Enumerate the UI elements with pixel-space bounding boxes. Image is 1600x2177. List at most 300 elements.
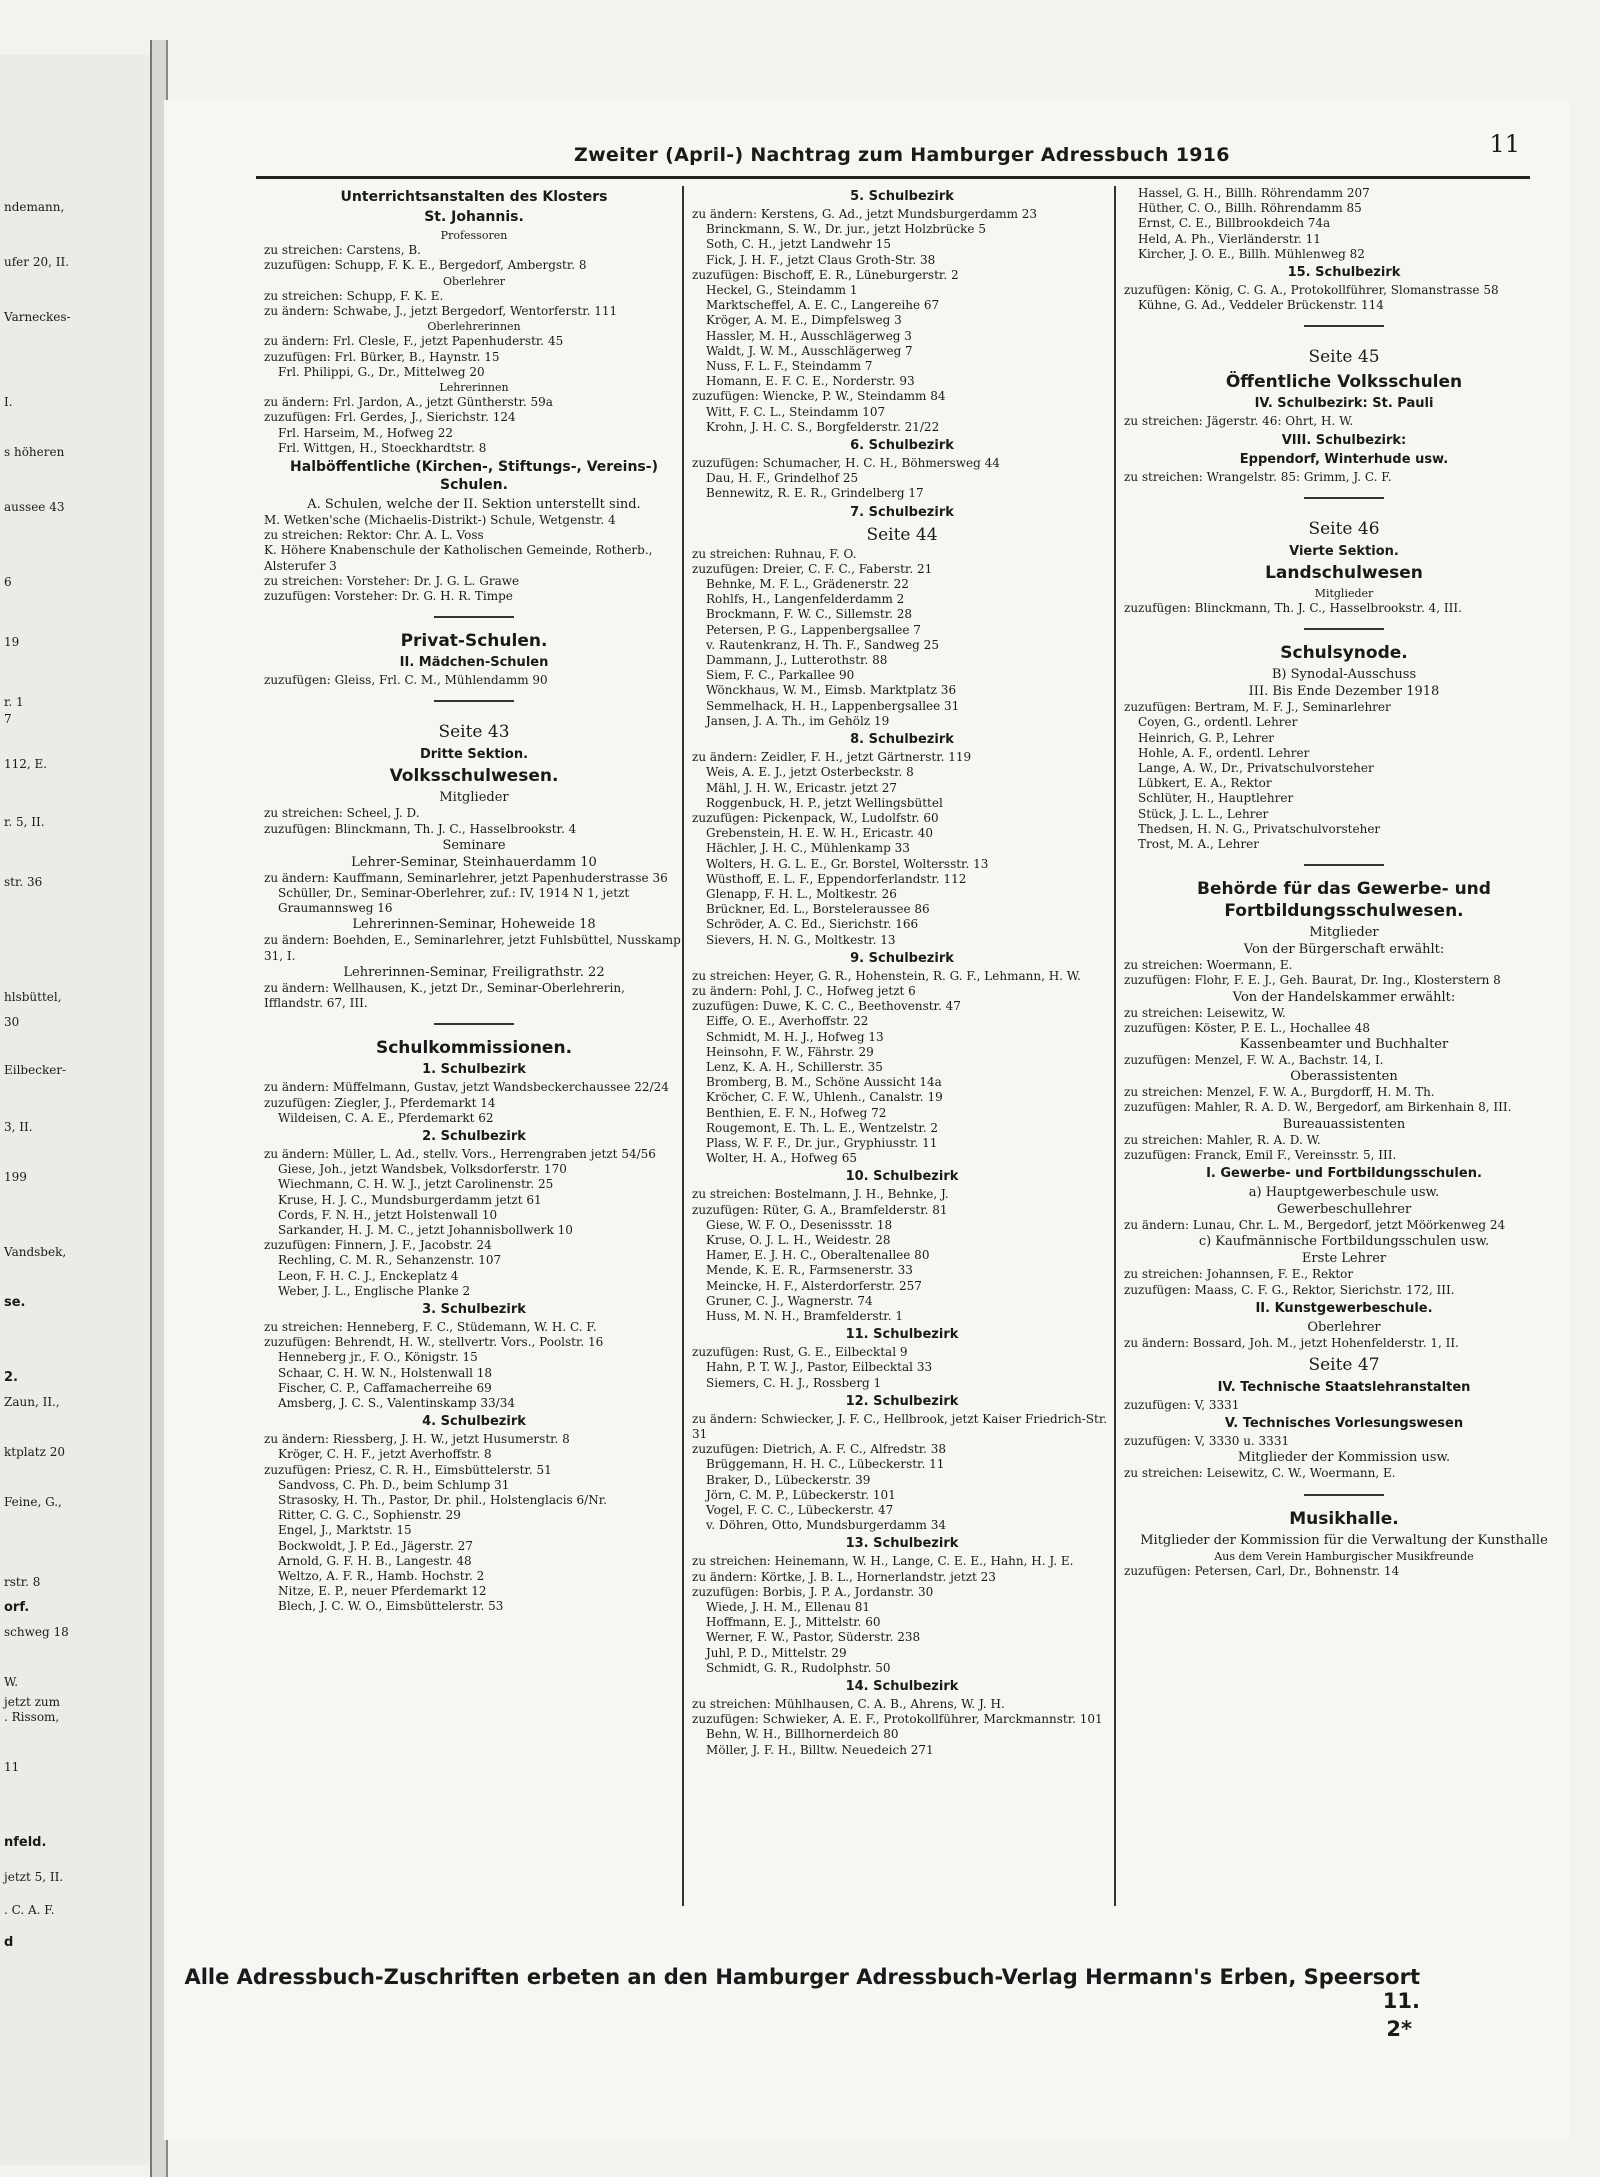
directory-entry: zuzufügen: Ziegler, J., Pferdemarkt 14 [264, 1095, 496, 1110]
left-page-fragment: 6 [4, 575, 12, 589]
directory-entry: Glenapp, F. H. L., Moltkestr. 26 [706, 886, 897, 901]
directory-entry: Kühne, G. Ad., Veddeler Brückenstr. 114 [1138, 298, 1384, 313]
directory-entry: zu ändern: Lunau, Chr. L. M., Bergedorf, jetzt Möörkenweg 24 [1124, 1218, 1506, 1233]
section-separator [434, 1023, 514, 1025]
directory-entry: zuzufügen: Köster, P. E. L., Hochallee 48 [1124, 1020, 1370, 1035]
directory-entry: Grebenstein, H. E. W. H., Ericastr. 40 [706, 826, 933, 841]
directory-entry: Siemers, C. H. J., Rossberg 1 [706, 1375, 882, 1390]
section-separator [1304, 497, 1384, 499]
directory-entry: Mähl, J. H. W., Ericastr. jetzt 27 [706, 780, 898, 795]
directory-entry: Henneberg jr., F. O., Königstr. 15 [278, 1350, 478, 1365]
left-page-fragment: aussee 43 [4, 500, 65, 514]
directory-entry: zuzufügen: Dreier, C. F. C., Faberstr. 21 [692, 561, 933, 576]
directory-entry: Marktscheffel, A. E. C., Langereihe 67 [706, 298, 940, 313]
directory-entry: zu ändern: Frl. Jardon, A., jetzt Güntherstr. 59a [264, 395, 553, 410]
directory-entry: Fick, J. H. F., jetzt Claus Groth-Str. 38 [706, 252, 936, 267]
section-heading: Musikhalle. [1289, 1508, 1399, 1529]
directory-entry: Kruse, O. J. L. H., Weidestr. 28 [706, 1232, 891, 1247]
left-page-fragment: 30 [4, 1015, 20, 1029]
subheading: Erste Lehrer [1301, 1251, 1387, 1267]
subheading: Oberlehrer [1307, 1319, 1381, 1335]
category-label: Lehrerinnen [439, 381, 509, 395]
subheading: a) Hauptgewerbeschule usw. [1248, 1185, 1440, 1201]
directory-entry: Arnold, G. F. H. B., Langestr. 48 [278, 1553, 472, 1568]
publisher-footer [150, 1965, 1420, 2041]
directory-entry: Roggenbuck, H. P., jetzt Wellingsbüttel [706, 795, 943, 810]
section-heading: 13. Schulbezirk [845, 1536, 959, 1552]
directory-entry: Wiechmann, C. H. W. J., jetzt Carolinenstr. 25 [278, 1177, 554, 1192]
directory-entry: zu streichen: Leisewitz, W. [1124, 1005, 1286, 1020]
left-page-fragment: Zaun, II., [4, 1395, 60, 1409]
directory-entry: Blech, J. C. W. O., Eimsbüttelerstr. 53 [278, 1599, 504, 1614]
directory-entry: zuzufügen: Frl. Bürker, B., Haynstr. 15 [264, 349, 500, 364]
section-heading: II. Kunstgewerbeschule. [1255, 1300, 1433, 1316]
section-separator [434, 700, 514, 702]
directory-entry: zuzufügen: V, 3330 u. 3331 [1124, 1434, 1290, 1449]
directory-entry: zuzufügen: Franck, Emil F., Vereinsstr. 5, III. [1124, 1147, 1397, 1162]
left-page-fragment: d [4, 1935, 14, 1950]
subheading: Lehrer-Seminar, Steinhauerdamm 10 [351, 854, 597, 870]
directory-entry: v. Döhren, Otto, Mundsburgerdamm 34 [706, 1518, 947, 1533]
directory-entry: Lübkert, E. A., Rektor [1138, 776, 1272, 791]
subheading: Gewerbeschullehrer [1276, 1202, 1412, 1218]
subheading: Mitglieder der Kommission für die Verwaltung der Kunsthalle [1140, 1532, 1548, 1548]
directory-entry: zu ändern: Schwabe, J., jetzt Bergedorf, Wentorferstr. 111 [264, 304, 618, 319]
directory-entry: Sandvoss, C. Ph. D., beim Schlump 31 [278, 1477, 510, 1492]
section-heading: 5. Schulbezirk [850, 189, 954, 204]
page-reference: Seite 45 [1308, 347, 1380, 368]
category-label: Professoren [440, 229, 508, 242]
directory-entry: Hassler, M. H., Ausschlägerweg 3 [706, 328, 912, 343]
section-separator [1304, 864, 1384, 866]
directory-entry: Nuss, F. L. F., Steindamm 7 [706, 359, 873, 374]
directory-entry: Hassel, G. H., Billh. Röhrendamm 207 [1138, 186, 1370, 200]
left-page-strip [0, 55, 153, 2165]
directory-entry: zuzufügen: Wiencke, P. W., Steindamm 84 [692, 389, 946, 404]
subheading: III. Bis Ende Dezember 1918 [1248, 684, 1440, 700]
section-heading: 7. Schulbezirk [850, 504, 954, 520]
directory-entry: Rohlfs, H., Langenfelderdamm 2 [706, 592, 905, 607]
directory-entry: Strasosky, H. Th., Pastor, Dr. phil., Holstenglacis 6/Nr. [278, 1492, 607, 1507]
directory-entry: Kircher, J. O. E., Billh. Mühlenweg 82 [1138, 246, 1365, 261]
section-heading: 11. Schulbezirk [845, 1327, 959, 1343]
directory-entry: Meincke, H. F., Alsterdorferstr. 257 [706, 1278, 922, 1293]
section-heading: Schulkommissionen. [375, 1038, 573, 1059]
directory-entry: Giese, Joh., jetzt Wandsbek, Volksdorferstr. 170 [278, 1162, 567, 1177]
directory-entry: Dau, H. F., Grindelhof 25 [706, 471, 859, 486]
directory-entry: zu streichen: Mahler, R. A. D. W. [1124, 1132, 1321, 1147]
directory-entry: Schmidt, G. R., Rudolphstr. 50 [706, 1660, 891, 1675]
directory-entry: zuzufügen: Rüter, G. A., Bramfelderstr. 81 [692, 1202, 948, 1217]
directory-entry: Frl. Wittgen, H., Stoeckhardtstr. 8 [278, 440, 487, 455]
directory-entry: zuzufügen: Maass, C. F. G., Rektor, Sierichstr. 172, III. [1124, 1282, 1455, 1297]
directory-entry: Krohn, J. H. C. S., Borgfelderstr. 21/22 [706, 419, 940, 434]
subheading: Mitglieder [1309, 925, 1379, 941]
directory-entry: zu streichen: Johannsen, F. E., Rektor [1124, 1267, 1354, 1282]
directory-entry: zu streichen: Woermann, E. [1124, 958, 1293, 973]
section-heading: Privat-Schulen. [400, 631, 548, 652]
directory-entry: Schmidt, M. H. J., Hofweg 13 [706, 1029, 884, 1044]
directory-entry: zu streichen: Schupp, F. K. E. [264, 288, 444, 303]
column-2 [682, 186, 1112, 1906]
directory-entry: zu streichen: Ruhnau, F. O. [692, 546, 857, 561]
directory-entry: Wildeisen, C. A. E., Pferdemarkt 62 [278, 1110, 494, 1125]
directory-entry: zuzufügen: V, 3331 [1124, 1397, 1240, 1412]
directory-entry: Kröger, A. M. E., Dimpfelsweg 3 [706, 313, 902, 328]
directory-entry: Brockmann, F. W. C., Sillemstr. 28 [706, 607, 913, 622]
directory-entry: zu streichen: Jägerstr. 46: Ohrt, H. W. [1124, 414, 1354, 429]
left-page-fragment: 19 [4, 635, 20, 649]
directory-entry: Amsberg, J. C. S., Valentinskamp 33/34 [278, 1395, 515, 1410]
directory-entry: zuzufügen: Duwe, K. C. C., Beethovenstr. 47 [692, 999, 961, 1014]
directory-entry: Braker, D., Lübeckerstr. 39 [706, 1472, 871, 1487]
directory-entry: zuzufügen: Behrendt, H. W., stellvertr. Vors., Poolstr. 16 [264, 1335, 604, 1350]
subheading: Von der Bürgerschaft erwählt: [1243, 942, 1445, 958]
section-heading: I. Gewerbe- und Fortbildungsschulen. [1206, 1166, 1482, 1182]
section-heading: 12. Schulbezirk [845, 1393, 959, 1409]
directory-entry: Weber, J. L., Englische Planke 2 [278, 1283, 471, 1298]
directory-entry: Hächler, J. H. C., Mühlenkamp 33 [706, 841, 910, 856]
directory-entry: zu streichen: Leisewitz, C. W., Woermann, E. [1124, 1466, 1396, 1481]
directory-entry: Juhl, P. D., Mittelstr. 29 [706, 1645, 847, 1660]
directory-entry: zu streichen: Carstens, B. [264, 243, 421, 258]
directory-entry: zu ändern: Frl. Clesle, F., jetzt Papenhuderstr. 45 [264, 334, 564, 349]
page-reference: Seite 43 [438, 722, 510, 743]
directory-entry: Cords, F. N. H., jetzt Holstenwall 10 [278, 1207, 498, 1222]
directory-entry: Kröger, C. H. F., jetzt Averhoffstr. 8 [278, 1447, 492, 1462]
directory-entry: Brückner, Ed. L., Borsteleraussee 86 [706, 902, 930, 917]
directory-entry: Hahn, P. T. W. J., Pastor, Eilbecktal 33 [706, 1360, 933, 1375]
directory-entry: Soth, C. H., jetzt Landwehr 15 [706, 237, 891, 252]
directory-entry: zuzufügen: Flohr, F. E. J., Geh. Baurat, Dr. Ing., Klosterstern 8 [1124, 973, 1501, 988]
category-label: Aus dem Verein Hamburgischer Musikfreunde [1214, 1549, 1474, 1563]
section-heading: VIII. Schulbezirk: [1281, 432, 1407, 448]
directory-entry: Schaar, C. H. W. N., Holstenwall 18 [278, 1365, 493, 1380]
directory-entry: Coyen, G., ordentl. Lehrer [1138, 715, 1298, 730]
directory-entry: Lenz, K. A. H., Schillerstr. 35 [706, 1059, 883, 1074]
directory-entry: Werner, F. W., Pastor, Süderstr. 238 [706, 1630, 921, 1645]
left-page-fragment: ufer 20, II. [4, 255, 70, 269]
left-page-fragment: ktplatz 20 [4, 1445, 65, 1459]
section-heading: 1. Schulbezirk [422, 1062, 526, 1078]
directory-entry: zuzufügen: Bischoff, E. R., Lüneburgerstr. 2 [692, 267, 959, 282]
subheading: Seminare [442, 837, 506, 853]
section-heading: 8. Schulbezirk [850, 732, 954, 748]
directory-entry: Engel, J., Marktstr. 15 [278, 1523, 412, 1538]
directory-entry: zuzufügen: Priesz, C. R. H., Eimsbüttelerstr. 51 [264, 1462, 552, 1477]
directory-entry: Hoffmann, E. J., Mittelstr. 60 [706, 1615, 881, 1630]
directory-entry: Vogel, F. C. C., Lübeckerstr. 47 [706, 1503, 894, 1518]
directory-entry: zuzufügen: Petersen, Carl, Dr., Bohnenstr. 14 [1124, 1563, 1400, 1578]
directory-entry: zu streichen: Heinemann, W. H., Lange, C. E. E., Hahn, H. J. E. [692, 1554, 1074, 1569]
section-heading: 14. Schulbezirk [845, 1679, 959, 1695]
section-separator [1304, 628, 1384, 630]
directory-entry: Wönckhaus, W. M., Eimsb. Marktplatz 36 [706, 683, 957, 698]
section-heading: Landschulwesen [1265, 562, 1423, 583]
subheading: Lehrerinnen-Seminar, Hoheweide 18 [352, 917, 596, 933]
left-page-fragment: 3, II. [4, 1120, 33, 1134]
section-heading: IV. Schulbezirk: St. Pauli [1254, 396, 1434, 412]
section-heading: 15. Schulbezirk [1287, 265, 1401, 281]
directory-entry: Siem, F. C., Parkallee 90 [706, 668, 855, 683]
directory-entry: zu ändern: Boehden, E., Seminarlehrer, jetzt Fuhlsbüttel, Nusskamp 31, I. [264, 933, 681, 963]
directory-entry: Brüggemann, H. H. C., Lübeckerstr. 11 [706, 1457, 945, 1472]
directory-entry: Schüller, Dr., Seminar-Oberlehrer, zuf.: IV, 1914 N 1, jetzt Graumannsweg 16 [278, 886, 630, 916]
column-1 [264, 186, 684, 1615]
directory-entry: Mende, K. E. R., Farmsenerstr. 33 [706, 1263, 913, 1278]
directory-entry: zu ändern: Riessberg, J. H. W., jetzt Husumerstr. 8 [264, 1432, 570, 1447]
directory-entry: zuzufügen: Dietrich, A. F. C., Alfredstr. 38 [692, 1442, 947, 1457]
directory-entry: Semmelhack, H. H., Lappenbergsallee 31 [706, 698, 960, 713]
footer-text: Alle Adressbuch-Zuschriften erbeten an den Hamburger Adressbuch-Verlag Hermann's Erben, Speersort 11. [184, 1965, 1420, 2013]
left-page-fragment: Vandsbek, [4, 1245, 67, 1259]
section-heading: Volksschulwesen. [389, 766, 559, 787]
directory-entry: zuzufügen: Blinckmann, Th. J. C., Hasselbrookstr. 4, III. [1124, 601, 1462, 616]
left-page-fragment: 199 [4, 1170, 27, 1184]
directory-entry: zu streichen: Menzel, F. W. A., Burgdorff, H. M. Th. [1124, 1085, 1435, 1100]
directory-entry: zu ändern: Kauffmann, Seminarlehrer, jetzt Papenhuderstrasse 36 [264, 870, 668, 885]
directory-entry: zu ändern: Bossard, Joh. M., jetzt Hohenfelderstr. 1, II. [1124, 1335, 1459, 1350]
directory-entry: Frl. Harseim, M., Hofweg 22 [278, 425, 453, 440]
directory-entry: Sievers, H. N. G., Moltkestr. 13 [706, 932, 896, 947]
left-page-fragment: Eilbecker- [4, 1063, 67, 1077]
directory-entry: Ritter, C. G. C., Sophienstr. 29 [278, 1508, 461, 1523]
directory-entry: Hüther, C. O., Billh. Röhrendamm 85 [1138, 201, 1362, 216]
section-separator [1304, 325, 1384, 327]
page-reference: Seite 44 [866, 524, 938, 545]
directory-entry: Heckel, G., Steindamm 1 [706, 283, 858, 298]
directory-entry: zu streichen: Vorsteher: Dr. J. G. L. Grawe [264, 573, 520, 588]
left-page-fragment: r. 5, II. [4, 815, 45, 829]
directory-entry: Trost, M. A., Lehrer [1138, 837, 1259, 852]
left-page-fragment: se. [4, 1295, 26, 1310]
directory-entry: Waldt, J. W. M., Ausschlägerweg 7 [706, 343, 913, 358]
directory-entry: zuzufügen: König, C. G. A., Protokollführer, Slomanstrasse 58 [1124, 283, 1499, 298]
directory-entry: zuzufügen: Blinckmann, Th. J. C., Hasselbrookstr. 4 [264, 821, 577, 836]
directory-entry: Behn, W. H., Billhornerdeich 80 [706, 1727, 899, 1742]
left-page-fragment: . C. A. F. [4, 1903, 55, 1917]
column-3 [1114, 186, 1564, 1906]
directory-entry: zuzufügen: Frl. Gerdes, J., Sierichstr. 124 [264, 410, 516, 425]
section-heading: Vierte Sektion. [1289, 543, 1399, 559]
left-page-fragment: 2. [4, 1370, 18, 1385]
category-label: Oberlehrer [443, 274, 505, 288]
directory-entry: zu streichen: Scheel, J. D. [264, 806, 420, 821]
section-heading: IV. Technische Staatslehranstalten [1217, 1379, 1471, 1395]
subheading: Bureauassistenten [1282, 1116, 1406, 1132]
directory-entry: Gruner, C. J., Wagnerstr. 74 [706, 1293, 873, 1308]
directory-entry: Nitze, E. P., neuer Pferdemarkt 12 [278, 1584, 487, 1599]
directory-entry: zu streichen: Bostelmann, J. H., Behnke, J. [692, 1187, 949, 1202]
directory-entry: Huss, M. N. H., Bramfelderstr. 1 [706, 1309, 903, 1323]
section-heading: 10. Schulbezirk [845, 1169, 959, 1185]
section-heading: Eppendorf, Winterhude usw. [1239, 451, 1449, 467]
directory-entry: Bromberg, B. M., Schöne Aussicht 14a [706, 1075, 942, 1090]
directory-entry: Sarkander, H. J. M. C., jetzt Johannisbollwerk 10 [278, 1222, 573, 1237]
directory-entry: Rougemont, E. Th. L. E., Wentzelstr. 2 [706, 1120, 939, 1135]
subheading: c) Kaufmännische Fortbildungsschulen usw. [1198, 1234, 1490, 1250]
directory-entry: Held, A. Ph., Vierländerstr. 11 [1138, 231, 1321, 246]
directory-entry: zu streichen: Rektor: Chr. A. L. Voss [264, 528, 484, 543]
directory-entry: zuzufügen: Bertram, M. F. J., Seminarlehrer [1124, 700, 1391, 715]
directory-entry: zu ändern: Müffelmann, Gustav, jetzt Wandsbeckerchaussee 22/24 [264, 1080, 669, 1095]
directory-entry: zuzufügen: Pickenpack, W., Ludolfstr. 60 [692, 810, 939, 825]
subheading: Kassenbeamter und Buchhalter [1239, 1037, 1449, 1053]
subheading: B) Synodal-Ausschuss [1271, 667, 1417, 683]
directory-entry: zu streichen: Henneberg, F. C., Stüdemann, W. H. C. F. [264, 1319, 597, 1334]
directory-page [164, 100, 1570, 2140]
directory-entry: Weltzo, A. F. R., Hamb. Hochstr. 2 [278, 1568, 485, 1583]
left-page-fragment: I. [4, 395, 13, 409]
directory-entry: Homann, E. F. C. E., Norderstr. 93 [706, 374, 915, 389]
directory-entry: Frl. Philippi, G., Dr., Mittelweg 20 [278, 364, 485, 379]
directory-entry: Giese, W. F. O., Desenissstr. 18 [706, 1217, 893, 1232]
left-page-fragment: jetzt 5, II. [4, 1870, 64, 1884]
directory-entry: zu ändern: Wellhausen, K., jetzt Dr., Seminar-Oberlehrerin, Ifflandstr. 67, III. [264, 980, 625, 1011]
left-page-fragment: nfeld. [4, 1835, 47, 1850]
directory-entry: Plass, W. F. F., Dr. jur., Gryphiusstr. 11 [706, 1135, 938, 1150]
subheading: Mitglieder [439, 790, 509, 806]
directory-entry: Kröcher, C. F. W., Uhlenh., Canalstr. 19 [706, 1090, 943, 1105]
left-page-fragment: schweg 18 [4, 1625, 69, 1639]
left-page-fragment: rstr. 8 [4, 1575, 41, 1589]
directory-entry: zu ändern: Müller, L. Ad., stellv. Vors., Herrengraben jetzt 54/56 [264, 1146, 656, 1161]
directory-entry: Fischer, C. P., Caffamacherreihe 69 [278, 1380, 492, 1395]
category-label: Mitglieder [1314, 586, 1374, 600]
left-page-fragment: Feine, G., [4, 1495, 62, 1509]
page-reference: Seite 47 [1308, 1354, 1380, 1375]
directory-entry: Jansen, J. A. Th., im Gehölz 19 [706, 713, 890, 728]
page-title: Zweiter (April-) Nachtrag zum Hamburger Adressbuch 1916 [574, 144, 1230, 166]
section-separator [434, 616, 514, 618]
directory-entry: M. Wetken'sche (Michaelis-Distrikt-) Schule, Wetgenstr. 4 [264, 513, 616, 528]
left-page-fragment: 112, E. [4, 757, 48, 771]
section-heading: Dritte Sektion. [419, 747, 529, 763]
page-reference: Seite 46 [1308, 518, 1380, 539]
directory-entry: Hohle, A. F., ordentl. Lehrer [1138, 745, 1310, 760]
directory-entry: zu streichen: Mühlhausen, C. A. B., Ahrens, W. J. H. [692, 1697, 1005, 1712]
left-page-fragment: jetzt zum [4, 1695, 61, 1709]
header-rule [256, 176, 1530, 179]
section-heading: 4. Schulbezirk [422, 1414, 526, 1430]
directory-entry: zuzufügen: Gleiss, Frl. C. M., Mühlendamm 90 [264, 673, 548, 688]
left-page-fragment: str. 36 [4, 875, 43, 889]
left-page-fragment: ndemann, [4, 200, 65, 214]
subheading: A. Schulen, welche der II. Sektion unterstellt sind. [307, 497, 641, 513]
page-number: 11 [1489, 130, 1520, 158]
directory-entry: Heinsohn, F. W., Fährstr. 29 [706, 1044, 874, 1059]
section-heading: Öffentliche Volksschulen [1225, 372, 1463, 393]
directory-entry: Kruse, H. J. C., Mundsburgerdamm jetzt 61 [278, 1192, 542, 1207]
directory-entry: Ernst, C. E., Billbrookdeich 74a [1138, 216, 1331, 231]
section-separator [1304, 1494, 1384, 1496]
subheading: Von der Handelskammer erwählt: [1232, 989, 1456, 1005]
directory-entry: Bockwoldt, J. P. Ed., Jägerstr. 27 [278, 1538, 473, 1553]
directory-entry: Rechling, C. M. R., Sehanzenstr. 107 [278, 1253, 502, 1268]
directory-entry: Wolter, H. A., Hofweg 65 [706, 1151, 858, 1166]
directory-entry: Lange, A. W., Dr., Privatschulvorsteher [1138, 761, 1374, 776]
section-heading: Halböffentliche (Kirchen-, Stiftungs-, Vereins-) Schulen. [290, 459, 658, 494]
sheet-signature: 2* [1386, 2017, 1412, 2041]
directory-entry: zu ändern: Körtke, J. B. L., Hornerlandstr. jetzt 23 [692, 1569, 996, 1584]
directory-entry: Brinckmann, S. W., Dr. jur., jetzt Holzbrücke 5 [706, 222, 986, 237]
directory-entry: Jörn, C. M. P., Lübeckerstr. 101 [706, 1487, 896, 1502]
left-page-fragment: W. [4, 1675, 19, 1689]
directory-entry: Möller, J. F. H., Billtw. Neuedeich 271 [706, 1742, 934, 1757]
directory-entry: zuzufügen: Rust, G. E., Eilbecktal 9 [692, 1345, 908, 1360]
directory-entry: zuzufügen: Vorsteher: Dr. G. H. R. Timpe [264, 589, 513, 604]
directory-entry: Bennewitz, R. E. R., Grindelberg 17 [706, 486, 924, 501]
directory-entry: Schlüter, H., Hauptlehrer [1138, 791, 1294, 806]
directory-entry: zuzufügen: Schwieker, A. E. F., Protokollführer, Marckmannstr. 101 [692, 1712, 1103, 1727]
left-page-fragment: 11 [4, 1760, 20, 1774]
subheading: Oberassistenten [1290, 1069, 1398, 1085]
category-label: Oberlehrerinnen [427, 320, 521, 334]
directory-entry: zuzufügen: Borbis, J. P. A., Jordanstr. 30 [692, 1584, 934, 1599]
subheading: Mitglieder der Kommission usw. [1237, 1450, 1451, 1466]
left-page-fragment: r. 1 [4, 695, 24, 709]
section-heading: 3. Schulbezirk [422, 1301, 526, 1317]
directory-entry: Wiede, J. H. M., Ellenau 81 [706, 1600, 871, 1615]
directory-entry: Wüsthoff, E. L. F., Eppendorferlandstr. 112 [706, 871, 967, 886]
directory-entry: Behnke, M. F. L., Grädenerstr. 22 [706, 577, 909, 592]
directory-entry: zuzufügen: Schupp, F. K. E., Bergedorf, Ambergstr. 8 [264, 258, 587, 273]
directory-entry: Stück, J. L. L., Lehrer [1138, 806, 1269, 821]
directory-entry: zu ändern: Zeidler, F. H., jetzt Gärtnerstr. 119 [692, 750, 972, 765]
page-header [164, 100, 1570, 175]
left-page-fragment: Varneckes- [4, 310, 71, 324]
directory-entry: Witt, F. C. L., Steindamm 107 [706, 404, 886, 419]
section-heading: Behörde für das Gewerbe- und Fortbildungsschulwesen. [1197, 879, 1491, 922]
directory-entry: Leon, F. H. C. J., Enckeplatz 4 [278, 1268, 459, 1283]
section-heading: St. Johannis. [424, 209, 524, 225]
directory-entry: zu ändern: Schwiecker, J. F. C., Hellbrook, jetzt Kaiser Friedrich-Str. 31 [692, 1411, 1108, 1442]
left-page-fragment: 7 [4, 712, 12, 726]
left-page-fragment: s höheren [4, 445, 65, 459]
section-heading: 2. Schulbezirk [422, 1128, 526, 1144]
directory-entry: zu streichen: Wrangelstr. 85: Grimm, J. C. F. [1124, 469, 1392, 484]
directory-entry: zuzufügen: Mahler, R. A. D. W., Bergedorf, am Birkenhain 8, III. [1124, 1100, 1512, 1115]
directory-entry: zuzufügen: Menzel, F. W. A., Bachstr. 14, I. [1124, 1053, 1384, 1068]
section-heading: 9. Schulbezirk [850, 950, 954, 966]
directory-entry: zuzufügen: Finnern, J. F., Jacobstr. 24 [264, 1238, 492, 1253]
section-heading: Schulsynode. [1280, 643, 1408, 664]
directory-entry: Heinrich, G. P., Lehrer [1138, 730, 1275, 745]
section-heading: II. Mädchen-Schulen [399, 655, 549, 671]
directory-entry: zuzufügen: Schumacher, H. C. H., Böhmersweg 44 [692, 456, 1000, 471]
directory-entry: zu ändern: Kerstens, G. Ad., jetzt Mundsburgerdamm 23 [692, 207, 1038, 221]
directory-entry: Wolters, H. G. L. E., Gr. Borstel, Woltersstr. 13 [706, 856, 989, 871]
section-heading: Unterrichtsanstalten des Klosters [340, 189, 608, 205]
section-heading: V. Technisches Vorlesungswesen [1224, 1416, 1464, 1432]
left-page-fragment: orf. [4, 1600, 30, 1615]
directory-entry: Schröder, A. C. Ed., Sierichstr. 166 [706, 917, 919, 932]
directory-entry: zu ändern: Pohl, J. C., Hofweg jetzt 6 [692, 983, 916, 998]
directory-entry: K. Höhere Knabenschule der Katholischen Gemeinde, Rotherb., Alsterufer 3 [264, 543, 653, 573]
subheading: Lehrerinnen-Seminar, Freiligrathstr. 22 [343, 964, 605, 980]
section-heading: 6. Schulbezirk [850, 438, 954, 454]
left-page-fragment: . Rissom, [4, 1710, 60, 1724]
directory-entry: Hamer, E. J. H. C., Oberaltenallee 80 [706, 1248, 930, 1263]
directory-entry: Dammann, J., Lutterothstr. 88 [706, 653, 888, 668]
directory-entry: v. Rautenkranz, H. Th. F., Sandweg 25 [706, 637, 939, 652]
directory-entry: Benthien, E. F. N., Hofweg 72 [706, 1105, 887, 1120]
directory-entry: Petersen, P. G., Lappenbergsallee 7 [706, 622, 921, 637]
directory-entry: zu streichen: Heyer, G. R., Hohenstein, R. G. F., Lehmann, H. W. [692, 968, 1081, 983]
directory-entry: Weis, A. E. J., jetzt Osterbeckstr. 8 [706, 765, 914, 780]
directory-entry: Thedsen, H. N. G., Privatschulvorsteher [1138, 821, 1381, 836]
directory-entry: Eiffe, O. E., Averhoffstr. 22 [706, 1014, 869, 1029]
